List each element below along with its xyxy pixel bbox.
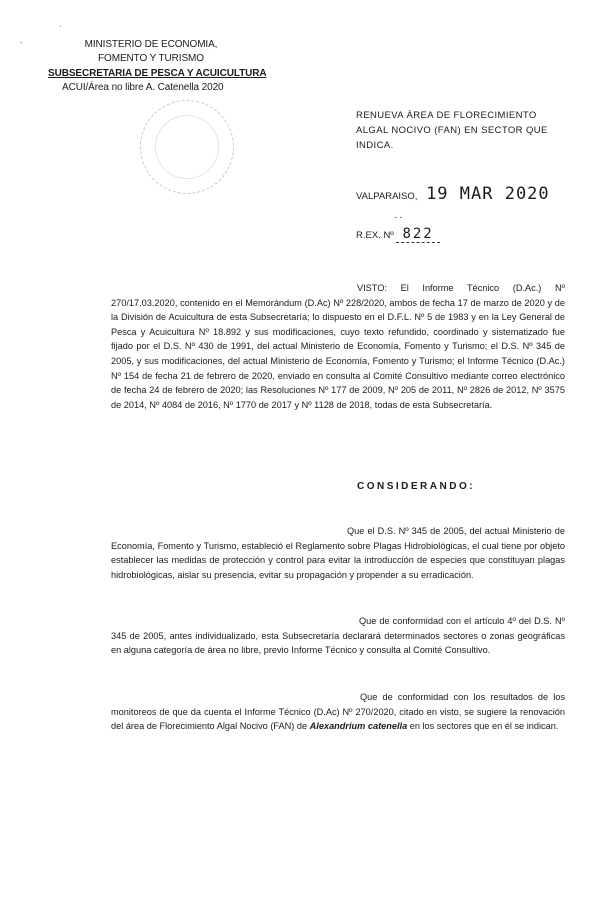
ministry-header [46, 38, 256, 66]
ministry-subname: FOMENTO Y TURISMO [98, 53, 204, 64]
date-line [356, 184, 550, 204]
visto-section [111, 281, 565, 412]
visto-label: VISTO: [357, 283, 387, 293]
scan-mark: - [20, 38, 23, 47]
considerando-heading: CONSIDERANDO: [357, 481, 476, 492]
city-label: VALPARAISO, [356, 191, 418, 202]
considerando-paragraph-2: Que de conformidad con el artículo 4º del D.S. Nº 345 de 2005, antes individualizado, esta Subsecretaría declarará determinados sectores o zonas geográficas en alguna categoría de área no libre, previo Informe Técnico y consulta al Comité Consultivo. [111, 616, 565, 656]
date-stamp: 19 MAR 2020 [426, 184, 550, 204]
title-line-2: ALGAL NOCIVO (FAN) EN SECTOR QUE [356, 125, 548, 136]
considerando-paragraph-3 [111, 690, 565, 734]
rex-line [356, 226, 440, 242]
scan-mark: ' [60, 24, 62, 33]
separator-mark: - - [394, 212, 403, 222]
visto-text: El Informe Técnico (D.Ac.) Nº 270/17.03.2020, contenido en el Memorándum (D.Ac) Nº 228/2020, ambos de fecha 17 de marzo de 2020 y de la División de Acuicultura de esta Subsecretaría; lo dispuesto en el D.F.L. Nº 5 de 1983 y en la Ley General de Pesca y Acuicultura Nº 18.892 y sus modificaciones, cuyo texto refundido, coordinado y sistematizado fue fijado por el D.S. Nº 430 de 1991, del actual Ministerio de Economía, Fomento y Turismo; el D.S. Nº 345 de 2005, y sus modificaciones, del actual Ministerio de Economía, Fomento y Turismo; el Informe Técnico (D.Ac.) Nº 154 de fecha 21 de febrero de 2020, enviado en consulta al Comité Consultivo mediante correo electrónico de fecha 24 de febrero de 2020; las Resoluciones Nº 177 de 2009, Nº 205 de 2011, Nº 2826 de 2012, Nº 3575 de 2014, Nº 4084 de 2016, Nº 1770 de 2017 y Nº 1128 de 2018, todas de esta Subsecretaría. [111, 283, 565, 410]
subsecretaria-name: SUBSECRETARIA DE PESCA Y ACUICULTURA [48, 68, 267, 79]
ministry-name: MINISTERIO DE ECONOMIA, [84, 39, 218, 50]
official-stamp [125, 85, 250, 210]
considerando-paragraph-1: Que el D.S. Nº 345 de 2005, del actual Ministerio de Economía, Fomento y Turismo, estableció el Reglamento sobre Plagas Hidrobiológicas, el cual tiene por objeto establecer las medidas de protección y control para evitar la introducción de especies que constituyan plagas hidrobiológicas, aislar su presencia, evitar su propagación y propender a su erradicación. [111, 526, 565, 580]
stamp-inner-ring [144, 104, 229, 189]
resolution-title [356, 108, 556, 153]
rex-label: R.EX. Nº [356, 230, 394, 241]
paragraph-3-text-a: Que de conformidad con los resultados de los monitoreos de que da cuenta el Informe Técnico (D.Ac) Nº 270/2020, citado en visto, se sugiere la renovación del área de Florecimiento Algal Nocivo (FAN) de [111, 692, 565, 732]
file-reference: ACUI/Área no libre A. Catenella 2020 [62, 82, 224, 93]
rex-number: 822 [396, 226, 439, 243]
paragraph-3-text-b: en los sectores que en él se indican. [407, 721, 559, 732]
title-line-3: INDICA. [356, 140, 394, 151]
title-line-1: RENUEVA ÁREA DE FLORECIMIENTO [356, 110, 537, 121]
species-name: Alexandrium catenella [309, 721, 408, 732]
